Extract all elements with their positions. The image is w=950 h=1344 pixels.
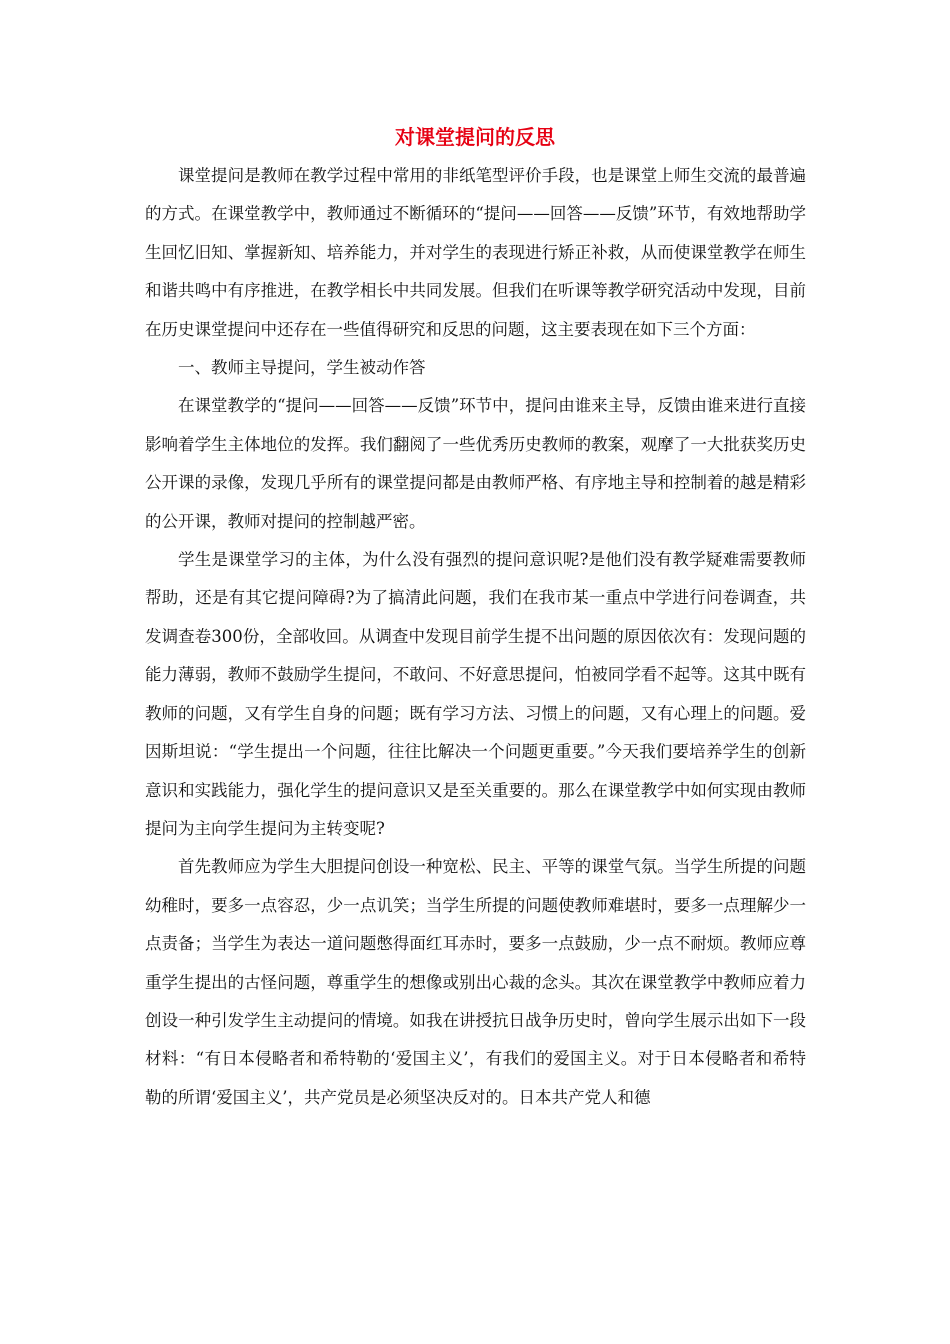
page-title: 对课堂提问的反思 (395, 125, 555, 149)
paragraph-classroom-atmosphere: 首先教师应为学生大胆提问创设一种宽松、民主、平等的课堂气氛。当学生所提的问题幼稚时，要多一点容忍，少一点讥笑；当学生所提的问题使教师难堪时，要多一点理解少一点责备；当学生为表达一道问题憋得面红耳赤时，要多一点鼓励，少一点不耐烦。教师应尊重学生提出的古怪问题，尊重学生的想像或别出心裁的念头。其次在课堂教学中教师应着力创设一种引发学生主动提问的情境。如我在讲授抗日战争历史时，曾向学生展示出如下一段材料：“有日本侵略者和希特勒的‘爱国主义’，有我们的爱国主义。对于日本侵略者和希特勒的所谓‘爱国主义’，共产党员是必须坚决反对的。日本共产党人和德 (145, 857, 806, 1107)
paragraph-teacher-led: 在课堂教学的“提问——回答——反馈”环节中，提问由谁来主导，反馈由谁来进行直接影响着学生主体地位的发挥。我们翻阅了一些优秀历史教师的教案，观摩了一大批获奖历史公开课的录像，发现几乎所有的课堂提问都是由教师严格、有序地主导和控制着的越是精彩的公开课，教师对提问的控制越严密。 (145, 396, 806, 531)
section-heading: 一、教师主导提问，学生被动作答 (178, 358, 426, 378)
paragraph-student-subject: 学生是课堂学习的主体，为什么没有强烈的提问意识呢?是他们没有教学疑难需要教师帮助，还是有其它提问障碍?为了搞清此问题，我们在我市某一重点中学进行问卷调查，共发调查卷300份，全部收回。从调查中发现目前学生提不出问题的原因依次有：发现问题的能力薄弱，教师不鼓励学生提问，不敢问、不好意思提问，怕被同学看不起等。这其中既有教师的问题，又有学生自身的问题；既有学习方法、习惯上的问题，又有心理上的问题。爱因斯坦说：“学生提出一个问题，往往比解决一个问题更重要。”今天我们要培养学生的创新意识和实践能力，强化学生的提问意识又是至关重要的。那么在课堂教学中如何实现由教师提问为主向学生提问为主转变呢? (145, 550, 806, 838)
document-body (145, 157, 806, 1117)
paragraph-intro: 课堂提问是教师在教学过程中常用的非纸笔型评价手段，也是课堂上师生交流的最普遍的方式。在课堂教学中，教师通过不断循环的“提问——回答——反馈”环节，有效地帮助学生回忆旧知、掌握新知、培养能力，并对学生的表现进行矫正补救，从而使课堂教学在师生和谐共鸣中有序推进，在教学相长中共同发展。但我们在听课等教学研究活动中发现，目前在历史课堂提问中还存在一些值得研究和反思的问题，这主要表现在如下三个方面： (145, 166, 806, 339)
